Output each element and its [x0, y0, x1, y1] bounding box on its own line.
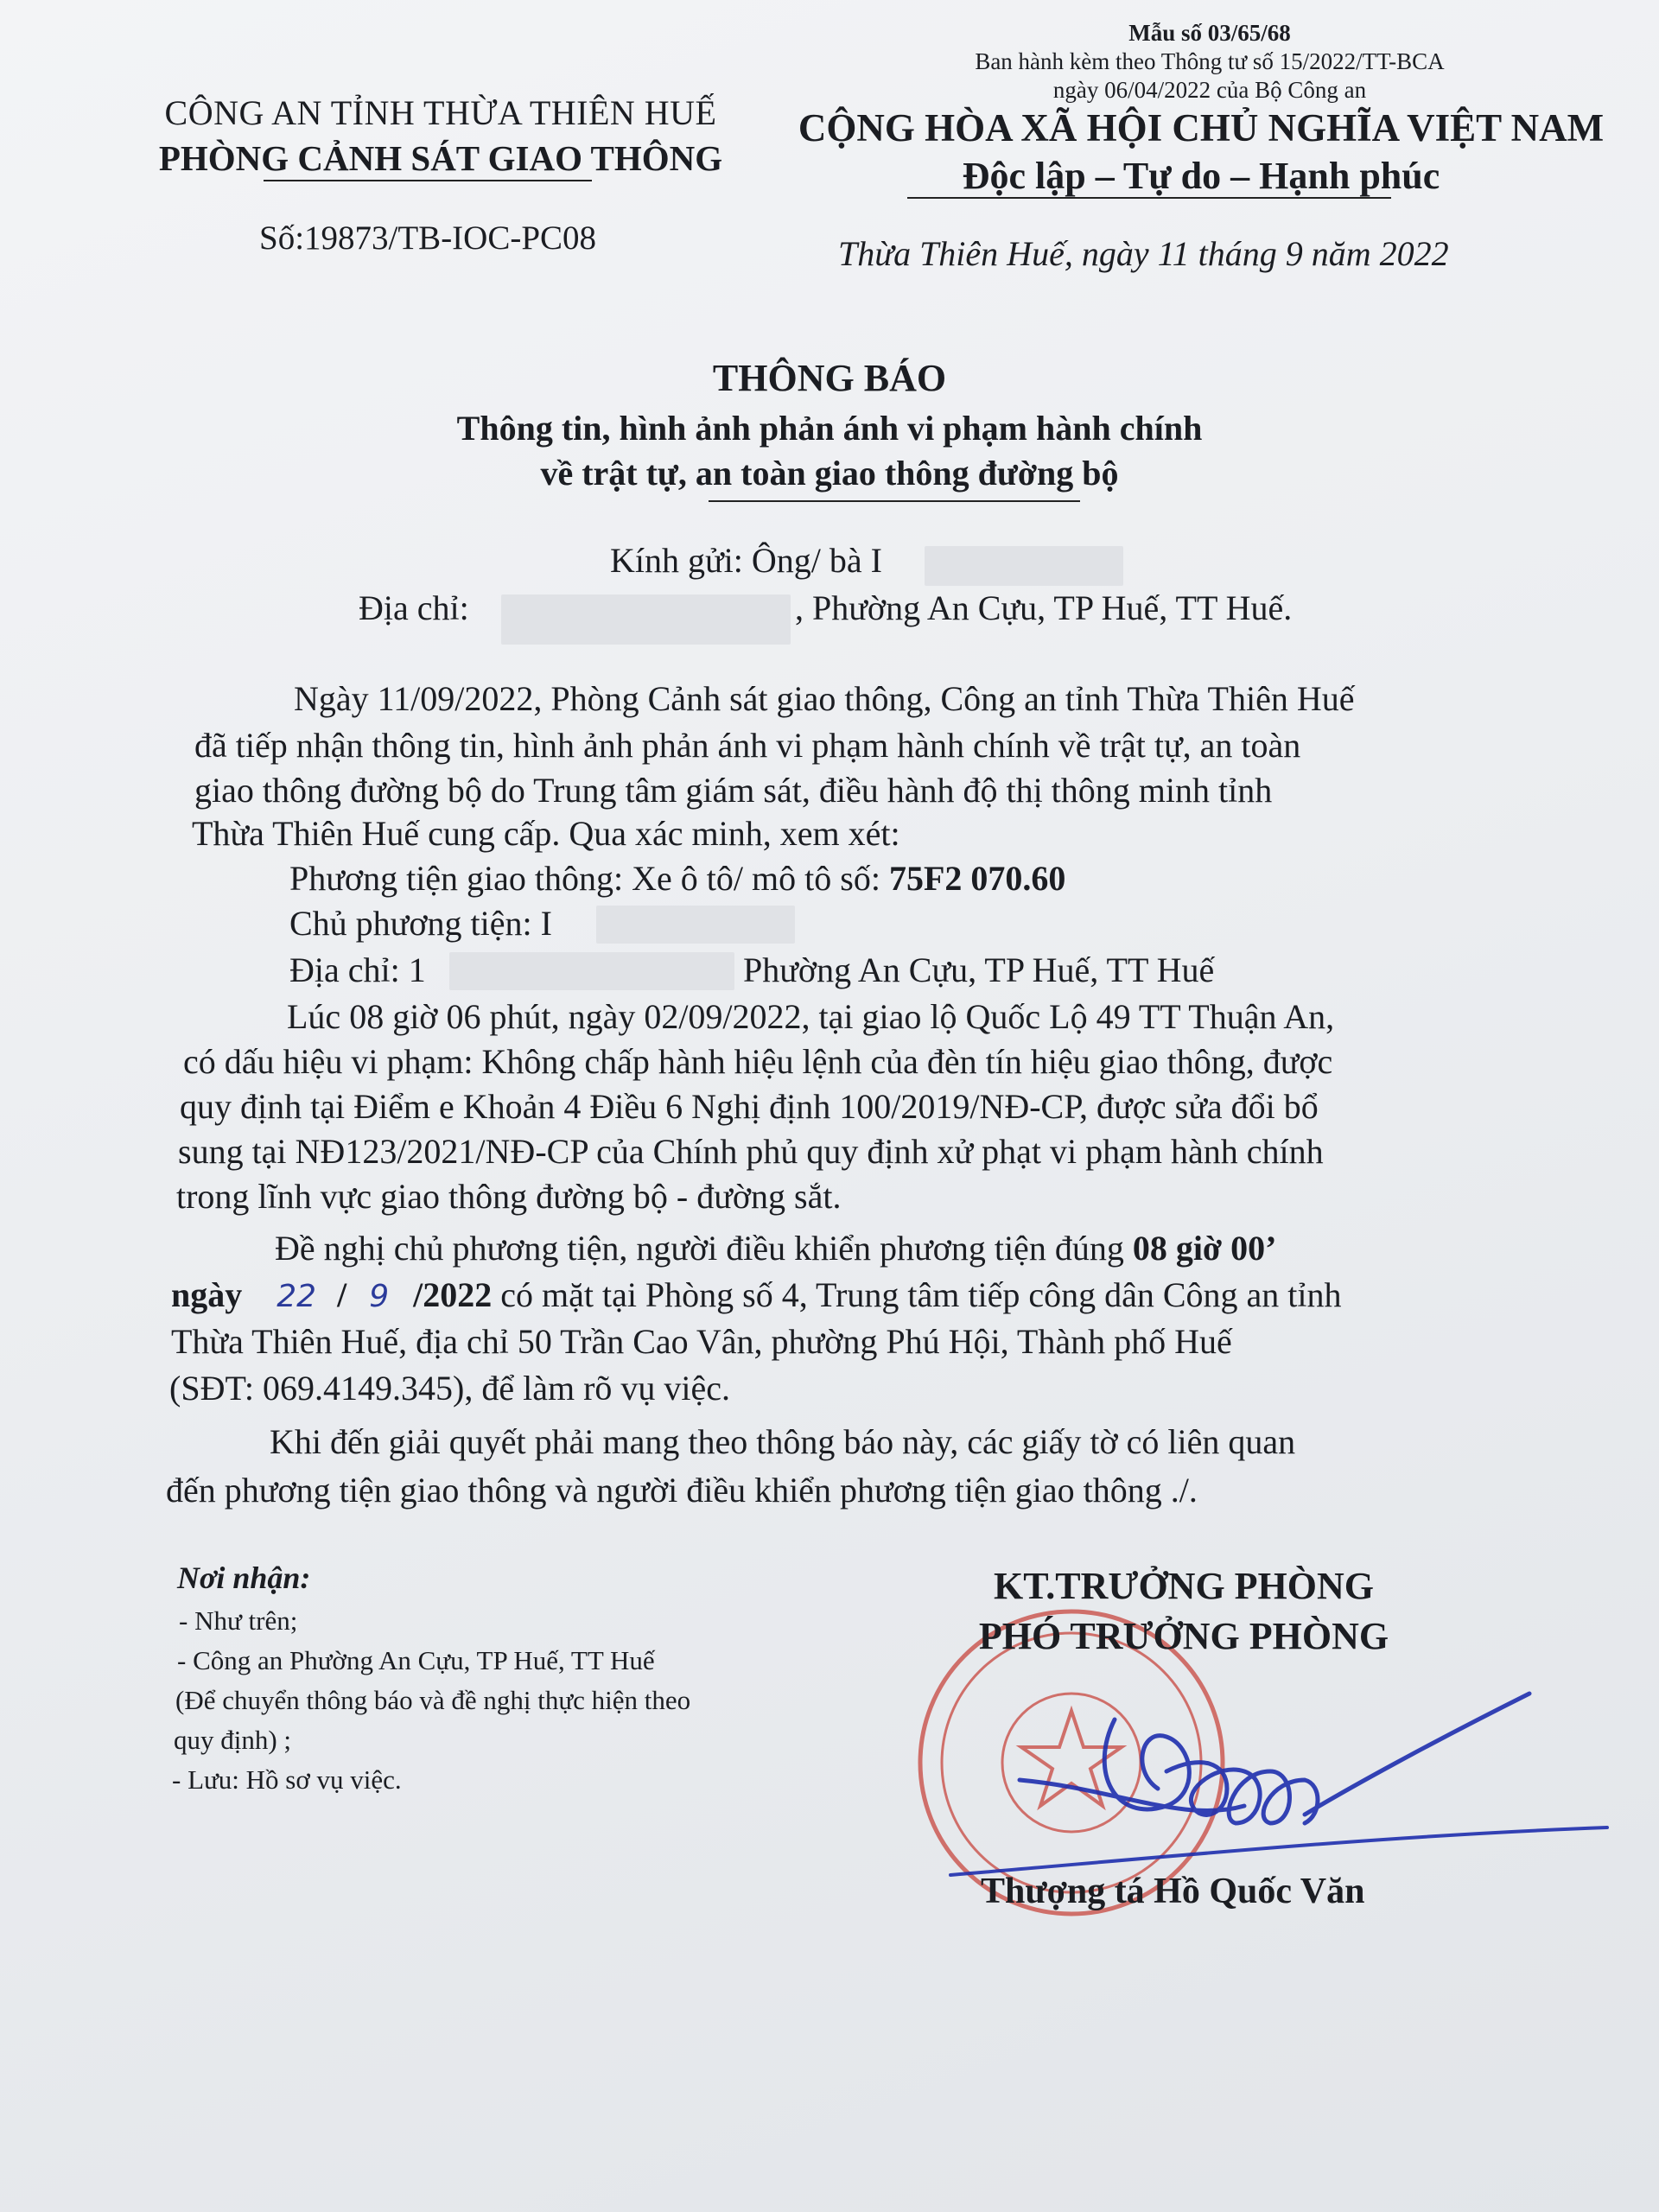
p2-line-5: trong lĩnh vực giao thông đường bộ - đường sắt. [176, 1177, 842, 1216]
p4-line-2: đến phương tiện giao thông và người điều khiển phương tiện giao thông ./. [166, 1471, 1198, 1510]
redacted-owner-address [449, 952, 734, 990]
handwritten-signature [942, 1642, 1616, 1884]
p2-line-4: sung tại NĐ123/2021/NĐ-CP của Chính phủ quy định xử phạt vi phạm hành chính [178, 1132, 1324, 1171]
document-number: Số:19873/TB-IOC-PC08 [259, 219, 597, 257]
recipient-salutation: Kính gửi: Ông/ bà I [610, 541, 882, 580]
national-header [760, 104, 1642, 200]
date-slash: / [337, 1275, 347, 1314]
agency-header [130, 91, 752, 181]
p3-request: Đề nghị chủ phương tiện, người điều khiển phương tiện đúng [275, 1229, 1124, 1268]
recipient-address-label: Địa chỉ: [359, 588, 469, 627]
form-info [968, 19, 1452, 105]
title-underline [709, 500, 1080, 502]
redacted-owner [596, 906, 795, 944]
department-underline [264, 180, 592, 181]
p1-line-3: giao thông đường bộ do Trung tâm giám sát, điều hành độ thị thông minh tỉnh [194, 771, 1273, 810]
p4-line-1: Khi đến giải quyết phải mang theo thông báo này, các giấy tờ có liên quan [270, 1422, 1296, 1461]
national-motto: Độc lập – Tự do – Hạnh phúc [962, 155, 1440, 197]
recipients-line-4: quy định) ; [174, 1725, 292, 1755]
vehicle-label: Phương tiện giao thông: Xe ô tô/ mô tô số: [289, 859, 880, 898]
recipients-line-1: - Như trên; [179, 1605, 298, 1636]
owner-address-tail: Phường An Cựu, TP Huế, TT Huế [743, 950, 1215, 989]
country-name: CỘNG HÒA XÃ HỘI CHỦ NGHĨA VIỆT NAM [798, 106, 1605, 149]
signer-name: Thượng tá Hồ Quốc Văn [981, 1872, 1365, 1911]
agency-name: CÔNG AN TỈNH THỪA THIÊN HUẾ [164, 93, 717, 132]
signature-title-1: KT.TRƯỞNG PHÒNG [994, 1565, 1374, 1607]
owner-address-label: Địa chỉ: 1 [289, 950, 426, 989]
p2-line-2: có dấu hiệu vi phạm: Không chấp hành hiệu lệnh của đèn tín hiệu giao thông, được [183, 1042, 1333, 1081]
p1-line-1: Ngày 11/09/2022, Phòng Cảnh sát giao thông, Công an tỉnh Thừa Thiên Huế [294, 679, 1355, 718]
document-subtitle-2: về trật tự, an toàn giao thông đường bộ [540, 454, 1119, 493]
p3-location: có mặt tại Phòng số 4, Trung tâm tiếp công dân Công an tỉnh [500, 1275, 1342, 1314]
recipient-address-tail: , Phường An Cựu, TP Huế, TT Huế. [795, 588, 1293, 627]
p1-line-2: đã tiếp nhận thông tin, hình ảnh phản ánh vi phạm hành chính về trật tự, an toàn [194, 726, 1301, 765]
redacted-name [925, 546, 1123, 586]
day-label: ngày [171, 1275, 243, 1314]
p3-line-4: (SĐT: 069.4149.345), để làm rõ vụ việc. [169, 1369, 731, 1408]
department-name: PHÒNG CẢNH SÁT GIAO THÔNG [158, 138, 723, 178]
p3-line-3: Thừa Thiên Huế, địa chỉ 50 Trần Cao Vân, phường Phú Hội, Thành phố Huế [171, 1322, 1232, 1361]
recipients-title: Nơi nhận: [177, 1560, 311, 1595]
recipients-line-2: - Công an Phường An Cựu, TP Huế, TT Huế [177, 1645, 655, 1675]
vehicle-line [289, 855, 1065, 902]
document-title: THÔNG BÁO [712, 357, 947, 399]
owner-label: Chủ phương tiện: I [289, 904, 552, 943]
recipients-line-5: - Lưu: Hồ sơ vụ việc. [172, 1764, 402, 1795]
place-and-date: Thừa Thiên Huế, ngày 11 tháng 9 năm 2022 [838, 234, 1449, 273]
p3-line-1 [275, 1225, 1276, 1272]
license-plate: 75F2 070.60 [888, 859, 1066, 898]
p2-line-1: Lúc 08 giờ 06 phút, ngày 02/09/2022, tại giao lộ Quốc Lộ 49 TT Thuận An, [287, 997, 1335, 1036]
p1-line-4: Thừa Thiên Huế cung cấp. Qua xác minh, xem xét: [192, 814, 900, 853]
redacted-address [501, 594, 791, 645]
handwritten-month: 9 [369, 1279, 390, 1314]
signature-title-2: PHÓ TRƯỞNG PHÒNG [978, 1615, 1389, 1657]
appointment-year: /2022 [413, 1275, 493, 1314]
recipients-line-3: (Để chuyển thông báo và đề nghị thực hiện theo [175, 1685, 691, 1715]
p3-line-2 [171, 1272, 1342, 1320]
form-issued-date: ngày 06/04/2022 của Bộ Công an [1052, 77, 1367, 103]
document-subtitle-1: Thông tin, hình ảnh phản ánh vi phạm hành chính [456, 409, 1203, 448]
motto-underline [907, 197, 1391, 199]
handwritten-day: 22 [276, 1279, 317, 1314]
form-issued-with: Ban hành kèm theo Thông tư số 15/2022/TT-BCA [975, 48, 1445, 74]
appointment-time: 08 giờ 00’ [1132, 1229, 1277, 1268]
form-number: Mẫu số 03/65/68 [1128, 20, 1291, 46]
p2-line-3: quy định tại Điểm e Khoản 4 Điều 6 Nghị định 100/2019/NĐ-CP, được sửa đổi bổ [180, 1087, 1319, 1126]
